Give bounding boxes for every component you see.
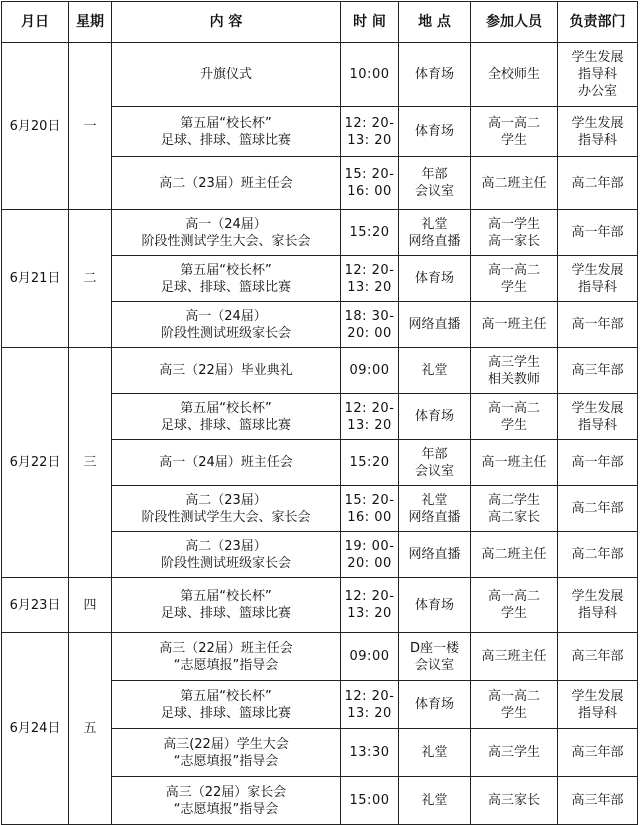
people-cell: 高一高二 学生 — [471, 578, 558, 633]
date-cell: 6月24日 — [2, 633, 69, 825]
content-cell: 第五届“校长杯” 足球、排球、篮球比赛 — [112, 107, 341, 157]
people-cell: 全校师生 — [471, 43, 558, 107]
people-cell: 高二学生 高二家长 — [471, 486, 558, 532]
time-cell: 15: 20- 16: 00 — [341, 157, 399, 210]
place-cell: 体育场 — [399, 256, 471, 302]
time-cell: 12: 20- 13: 20 — [341, 578, 399, 633]
time-cell: 12: 20- 13: 20 — [341, 256, 399, 302]
header-row — [2, 2, 638, 43]
content-cell: 第五届“校长杯” 足球、排球、篮球比赛 — [112, 681, 341, 729]
dept-cell: 学生发展 指导科 — [558, 107, 638, 157]
content-cell: 第五届“校长杯” 足球、排球、篮球比赛 — [112, 394, 341, 440]
dept-cell: 学生发展 指导科 — [558, 578, 638, 633]
header-place: 地 点 — [399, 2, 471, 43]
dept-cell: 高三年部 — [558, 348, 638, 394]
content-cell: 第五届“校长杯” 足球、排球、篮球比赛 — [112, 256, 341, 302]
place-cell: 体育场 — [399, 43, 471, 107]
weekday-cell: 五 — [69, 633, 112, 825]
time-cell: 12: 20- 13: 20 — [341, 107, 399, 157]
dept-cell: 高一年部 — [558, 210, 638, 256]
table-row — [2, 210, 638, 256]
content-cell: 升旗仪式 — [112, 43, 341, 107]
content-cell: 高一（24届） 阶段性测试班级家长会 — [112, 302, 341, 348]
place-cell: 体育场 — [399, 394, 471, 440]
dept-cell: 高二年部 — [558, 157, 638, 210]
people-cell: 高三学生 相关教师 — [471, 348, 558, 394]
weekday-cell: 三 — [69, 348, 112, 578]
people-cell: 高三学生 — [471, 729, 558, 777]
place-cell: 网络直播 — [399, 532, 471, 578]
table-row — [2, 348, 638, 394]
place-cell: 网络直播 — [399, 302, 471, 348]
people-cell: 高三家长 — [471, 777, 558, 825]
dept-cell: 高一年部 — [558, 302, 638, 348]
time-cell: 15:20 — [341, 440, 399, 486]
place-cell: 年部 会议室 — [399, 440, 471, 486]
header-dept: 负责部门 — [558, 2, 638, 43]
people-cell: 高一高二 学生 — [471, 394, 558, 440]
content-cell: 高二（23届） 阶段性测试学生大会、家长会 — [112, 486, 341, 532]
dept-cell: 学生发展 指导科 — [558, 256, 638, 302]
content-cell: 高二（23届） 阶段性测试班级家长会 — [112, 532, 341, 578]
dept-cell: 高二年部 — [558, 532, 638, 578]
place-cell: 体育场 — [399, 681, 471, 729]
date-cell: 6月22日 — [2, 348, 69, 578]
dept-cell: 高三年部 — [558, 729, 638, 777]
content-cell: 高三（22届）班主任会 “志愿填报”指导会 — [112, 633, 341, 681]
dept-cell: 学生发展 指导科 — [558, 394, 638, 440]
date-cell: 6月21日 — [2, 210, 69, 348]
schedule-table — [1, 1, 638, 825]
people-cell: 高三班主任 — [471, 633, 558, 681]
date-cell: 6月20日 — [2, 43, 69, 210]
place-cell: 礼堂 — [399, 348, 471, 394]
header-time: 时 间 — [341, 2, 399, 43]
time-cell: 12: 20- 13: 20 — [341, 394, 399, 440]
place-cell: 体育场 — [399, 578, 471, 633]
place-cell: 年部 会议室 — [399, 157, 471, 210]
time-cell: 15:00 — [341, 777, 399, 825]
content-cell: 高三(22届）学生大会 “志愿填报”指导会 — [112, 729, 341, 777]
place-cell: 体育场 — [399, 107, 471, 157]
dept-cell: 学生发展 指导科 办公室 — [558, 43, 638, 107]
weekday-cell: 二 — [69, 210, 112, 348]
content-cell: 高三（22届）毕业典礼 — [112, 348, 341, 394]
people-cell: 高一高二 学生 — [471, 256, 558, 302]
time-cell: 12: 20- 13: 20 — [341, 681, 399, 729]
header-people: 参加人员 — [471, 2, 558, 43]
dept-cell: 高二年部 — [558, 486, 638, 532]
content-cell: 高一（24届）班主任会 — [112, 440, 341, 486]
time-cell: 09:00 — [341, 633, 399, 681]
table-row — [2, 633, 638, 681]
place-cell: 礼堂 — [399, 729, 471, 777]
time-cell: 15: 20- 16: 00 — [341, 486, 399, 532]
place-cell: 礼堂 网络直播 — [399, 486, 471, 532]
dept-cell: 高三年部 — [558, 777, 638, 825]
time-cell: 19: 00- 20: 00 — [341, 532, 399, 578]
people-cell: 高一班主任 — [471, 302, 558, 348]
people-cell: 高二班主任 — [471, 157, 558, 210]
people-cell: 高一学生 高一家长 — [471, 210, 558, 256]
content-cell: 第五届“校长杯” 足球、排球、篮球比赛 — [112, 578, 341, 633]
content-cell: 高二（23届）班主任会 — [112, 157, 341, 210]
time-cell: 18: 30- 20: 00 — [341, 302, 399, 348]
header-weekday: 星期 — [69, 2, 112, 43]
dept-cell: 学生发展 指导科 — [558, 681, 638, 729]
schedule-body — [2, 43, 638, 825]
weekday-cell: 四 — [69, 578, 112, 633]
header-date: 月日 — [2, 2, 69, 43]
time-cell: 15:20 — [341, 210, 399, 256]
place-cell: 礼堂 网络直播 — [399, 210, 471, 256]
time-cell: 09:00 — [341, 348, 399, 394]
content-cell: 高三（22届）家长会 “志愿填报”指导会 — [112, 777, 341, 825]
header-content: 内 容 — [112, 2, 341, 43]
content-cell: 高一（24届） 阶段性测试学生大会、家长会 — [112, 210, 341, 256]
time-cell: 10:00 — [341, 43, 399, 107]
place-cell: 礼堂 — [399, 777, 471, 825]
table-row — [2, 43, 638, 107]
dept-cell: 高三年部 — [558, 633, 638, 681]
date-cell: 6月23日 — [2, 578, 69, 633]
dept-cell: 高一年部 — [558, 440, 638, 486]
weekday-cell: 一 — [69, 43, 112, 210]
time-cell: 13:30 — [341, 729, 399, 777]
place-cell: D座一楼 会议室 — [399, 633, 471, 681]
people-cell: 高一高二 学生 — [471, 107, 558, 157]
people-cell: 高一高二 学生 — [471, 681, 558, 729]
people-cell: 高一班主任 — [471, 440, 558, 486]
people-cell: 高二班主任 — [471, 532, 558, 578]
table-row — [2, 578, 638, 633]
